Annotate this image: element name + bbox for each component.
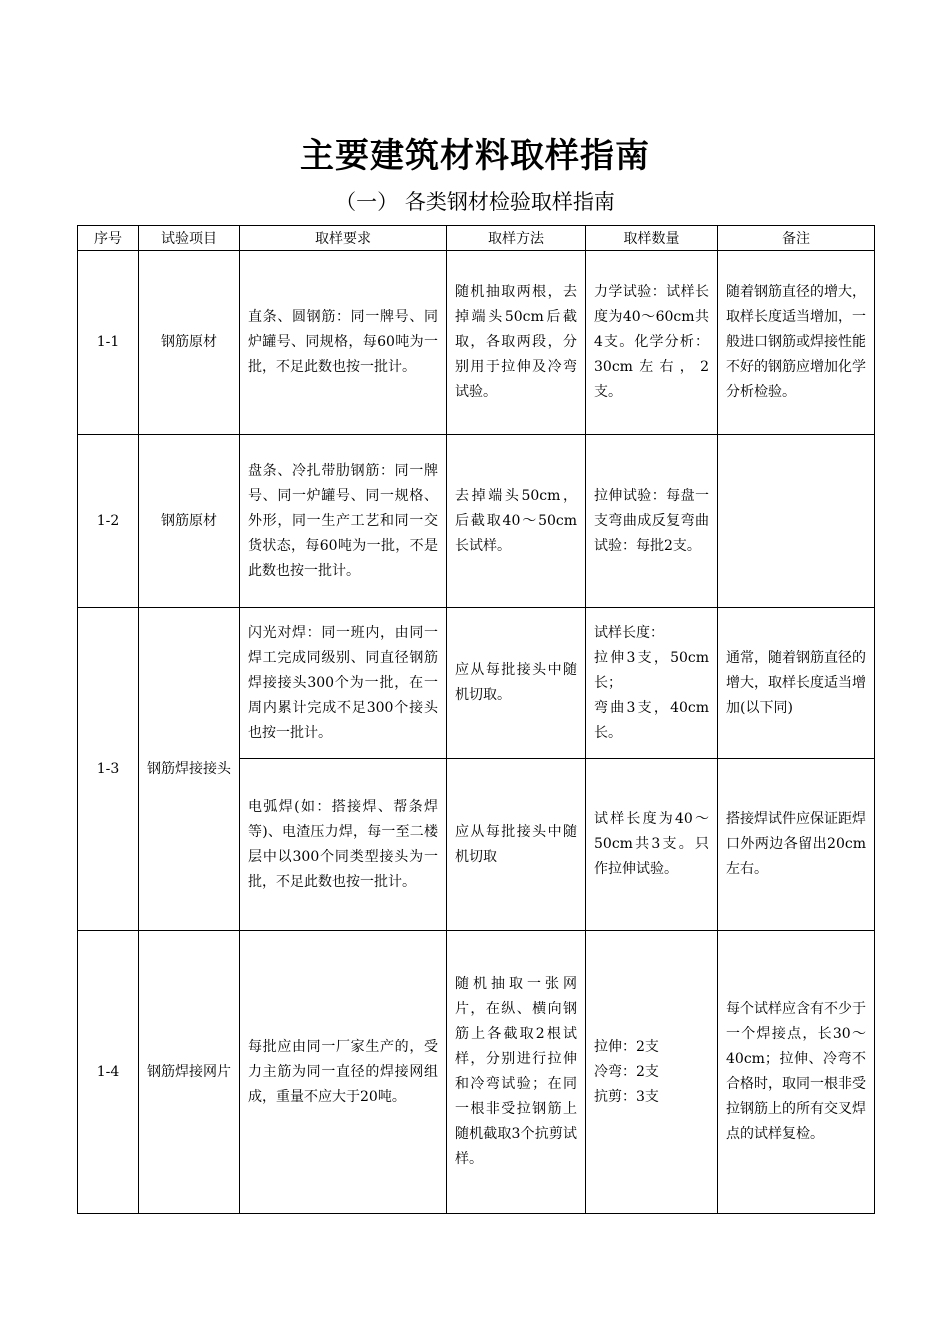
cell-method: 应从每批接头中随机切取。 [447,608,586,759]
header-remark: 备注 [718,226,875,251]
cell-requirement: 直条、圆钢筋：同一牌号、同炉罐号、同规格，每60吨为一批，不足此数也按一批计。 [240,251,447,435]
cell-no: 1-2 [78,435,139,608]
cell-quantity [586,608,718,759]
cell-item: 钢筋原材 [139,435,240,608]
table-row [78,608,875,759]
quantity-line: 拉伸3支，50cm长； [594,649,709,691]
quantity-line: 弯曲3支，40cm长。 [594,699,709,741]
cell-no: 1-3 [78,608,139,931]
table-row [78,251,875,435]
cell-remark: 搭接焊试件应保证距焊口外两边各留出20cm左右。 [718,759,875,931]
sampling-table [77,225,875,1214]
cell-remark [718,435,875,608]
cell-quantity: 拉伸试验：每盘一支弯曲成反复弯曲试验：每批2支。 [586,435,718,608]
cell-method: 应从每批接头中随机切取 [447,759,586,931]
cell-no: 1-4 [78,931,139,1214]
cell-item: 钢筋焊接网片 [139,931,240,1214]
cell-remark: 通常，随着钢筋直径的增大，取样长度适当增加(以下同) [718,608,875,759]
cell-no: 1-1 [78,251,139,435]
cell-remark: 随着钢筋直径的增大，取样长度适当增加，一般进口钢筋或焊接性能不好的钢筋应增加化学分析检验。 [718,251,875,435]
cell-quantity: 力学试验：试样长度为40～60cm共4支。化学分析：30cm左右，2支。 [586,251,718,435]
cell-requirement: 盘条、冷扎带肋钢筋：同一牌号、同一炉罐号、同一规格、外形，同一生产工艺和同一交货状态，每60吨为一批，不是此数也按一批计。 [240,435,447,608]
page-title: 主要建筑材料取样指南 [300,136,650,176]
header-no: 序号 [78,226,139,251]
header-method: 取样方法 [447,226,586,251]
section-subtitle: （一） 各类钢材检验取样指南 [335,190,615,214]
cell-quantity [586,931,718,1214]
header-requirement: 取样要求 [240,226,447,251]
quantity-line: 冷弯：2支 [594,1063,659,1080]
cell-quantity: 试样长度为40～50cm共3支。只作拉伸试验。 [586,759,718,931]
header-quantity: 取样数量 [586,226,718,251]
header-item: 试验项目 [139,226,240,251]
cell-requirement: 每批应由同一厂家生产的，受力主筋为同一直径的焊接网组成，重量不应大于20吨。 [240,931,447,1214]
cell-requirement: 电弧焊(如：搭接焊、帮条焊等)、电渣压力焊，每一至二楼层中以300个同类型接头为一批，不足此数也按一批计。 [240,759,447,931]
table-header-row [78,226,875,251]
cell-item: 钢筋焊接接头 [139,608,240,931]
table-row [78,435,875,608]
quantity-line: 试样长度： [594,624,664,641]
cell-remark: 每个试样应含有不少于一个焊接点，长30～40cm；拉伸、冷弯不合格时，取同一根非受拉钢筋上的所有交叉焊点的试样复检。 [718,931,875,1214]
cell-requirement: 闪光对焊：同一班内，由同一焊工完成同级别、同直径钢筋焊接接头300个为一批，在一周内累计完成不足300个接头也按一批计。 [240,608,447,759]
quantity-line: 抗剪：3支 [594,1088,659,1105]
cell-method: 随机抽取两根，去掉端头50cm后截取，各取两段，分别用于拉伸及冷弯试验。 [447,251,586,435]
cell-method: 随机抽取一张网片，在纵、横向钢筋上各截取2根试样，分别进行拉伸和冷弯试验；在同一根非受拉钢筋上随机截取3个抗剪试样。 [447,931,586,1214]
cell-method: 去掉端头50cm，后截取40～50cm长试样。 [447,435,586,608]
cell-item: 钢筋原材 [139,251,240,435]
table-row [78,931,875,1214]
quantity-line: 拉伸：2支 [594,1038,659,1055]
